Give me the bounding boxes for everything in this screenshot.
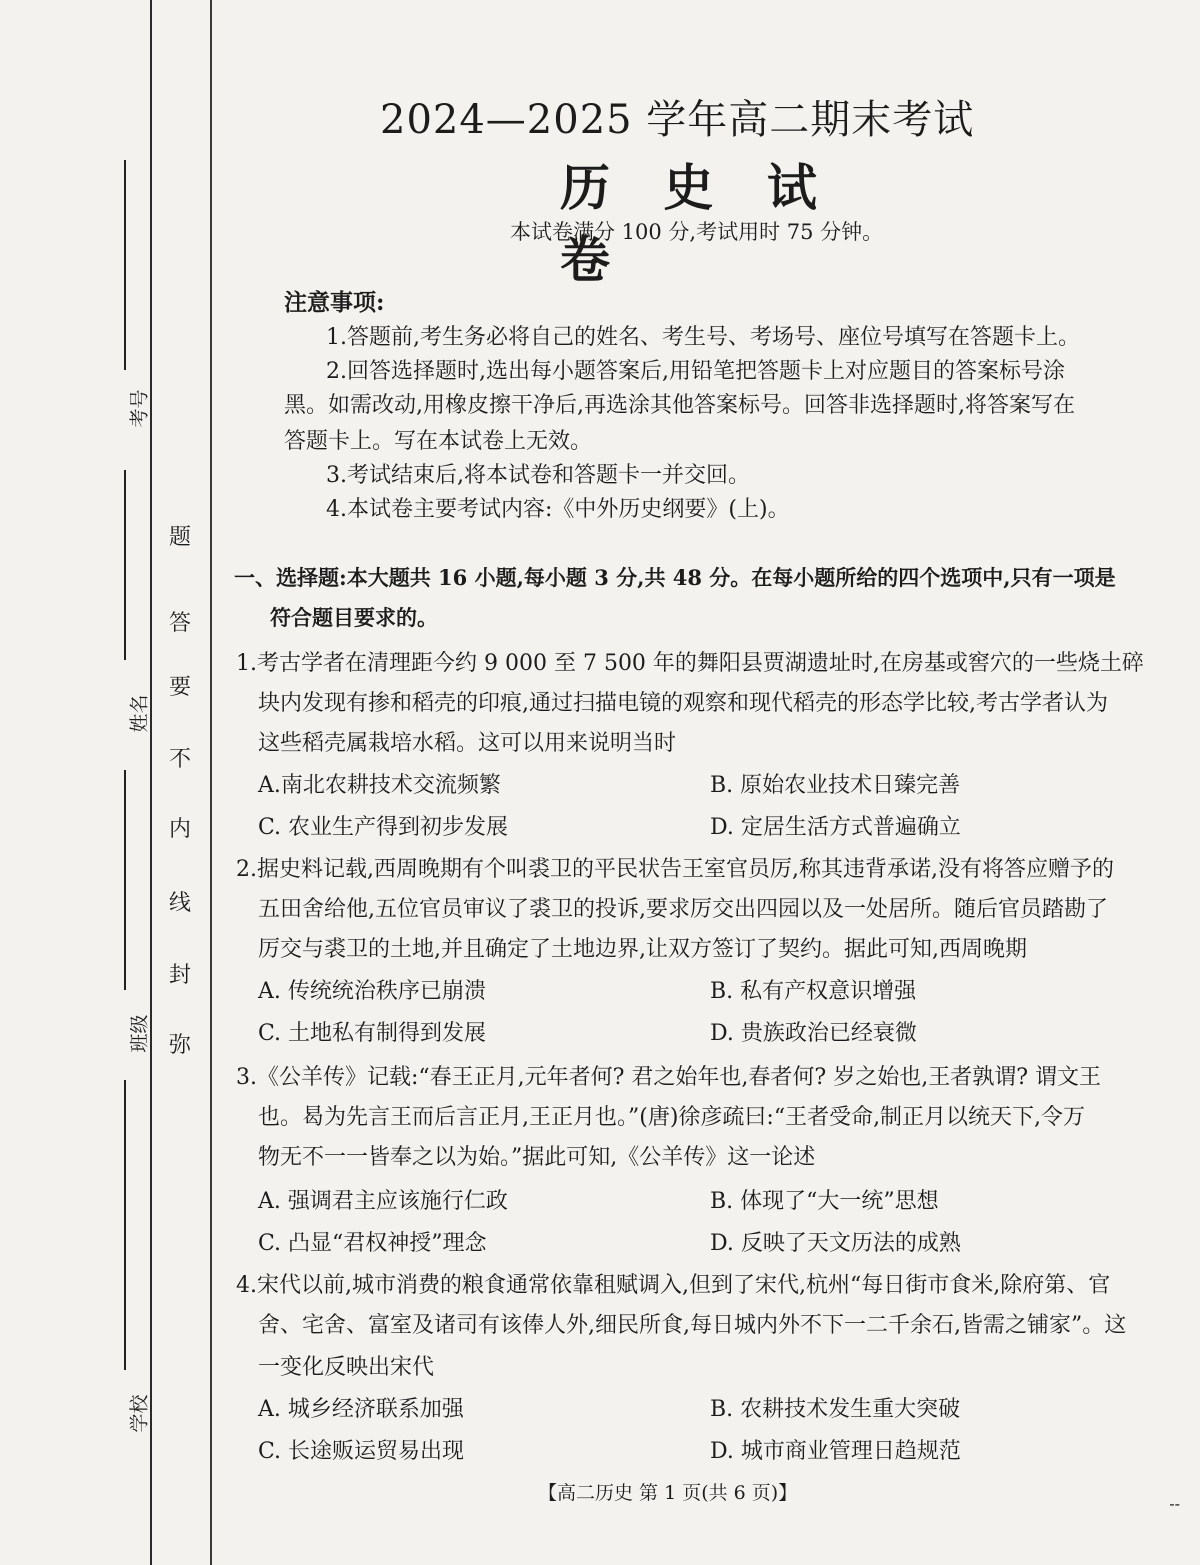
- answer-option: D. 贵族政治已经衰微: [710, 1021, 917, 1046]
- question-line: 物无不一一皆奉之以为始。”据此可知,《公羊传》这一论述: [258, 1145, 816, 1170]
- seal-char: 题: [168, 525, 191, 550]
- school-fill-line: [124, 1080, 126, 1370]
- seal-char: 弥: [168, 1033, 191, 1058]
- answer-option: B. 私有产权意识增强: [710, 979, 917, 1004]
- notice-heading: 注意事项:: [284, 289, 385, 316]
- name-label: 姓名: [128, 694, 151, 733]
- notice-line: 4.本试卷主要考试内容:《中外历史纲要》(上)。: [326, 497, 790, 522]
- corner-mark: --: [1169, 1494, 1180, 1513]
- answer-option: C. 土地私有制得到发展: [258, 1021, 487, 1046]
- notice-line: 3.考试结束后,将本试卷和答题卡一并交回。: [326, 463, 750, 488]
- binding-rule-right: [210, 0, 212, 1565]
- page-footer: 【高二历史 第 1 页(共 6 页)】: [538, 1482, 798, 1504]
- answer-option: D. 反映了天文历法的成熟: [710, 1231, 961, 1256]
- seal-char: 不: [168, 747, 191, 772]
- notice-line: 1.答题前,考生务必将自己的姓名、考生号、考场号、座位号填写在答题卡上。: [326, 325, 1080, 350]
- seal-char: 要: [168, 675, 191, 700]
- exam-no-fill-line: [124, 160, 126, 370]
- school-label: 学校: [128, 1394, 151, 1433]
- answer-option: D. 城市商业管理日趋规范: [710, 1439, 961, 1464]
- notice-line: 答题卡上。写在本试卷上无效。: [284, 429, 593, 454]
- answer-option: A. 传统统治秩序已崩溃: [258, 979, 486, 1004]
- seal-char: 封: [168, 963, 191, 988]
- question-line: 3.《公羊传》记载:“春王正月,元年者何? 君之始年也,春者何? 岁之始也,王者孰谓? 谓文王: [236, 1065, 1101, 1090]
- question-line: 厉交与裘卫的土地,并且确定了土地边界,让双方签订了契约。据此可知,西周晚期: [258, 937, 1027, 962]
- subject-title: 历 史 试 卷: [560, 158, 835, 289]
- question-line: 1.考古学者在清理距今约 9 000 至 7 500 年的舞阳县贾湖遗址时,在房基或窖穴的一些烧土碎: [236, 651, 1144, 676]
- answer-option: A. 强调君主应该施行仁政: [258, 1189, 508, 1214]
- section-heading: 一、选择题:本大题共 16 小题,每小题 3 分,共 48 分。在每小题所给的四个选项中,只有一项是: [234, 565, 1116, 590]
- question-line: 舍、宅舍、富室及诸司有该俸人外,细民所食,每日城内外不下一二千余石,皆需之铺家”。这: [258, 1313, 1127, 1338]
- question-line: 4.宋代以前,城市消费的粮食通常依靠租赋调入,但到了宋代,杭州“每日街市食米,除府第、官: [236, 1273, 1111, 1298]
- exam-title: 2024—2025 学年高二期末考试: [380, 97, 975, 143]
- seal-char: 内: [168, 817, 191, 842]
- answer-option: B. 农耕技术发生重大突破: [710, 1397, 961, 1422]
- question-line: 一变化反映出宋代: [258, 1355, 435, 1380]
- binding-rule-left: [150, 0, 152, 1565]
- name-fill-line: [124, 470, 126, 660]
- section-heading-cont: 符合题目要求的。: [270, 605, 438, 630]
- question-line: 2.据史料记载,西周晚期有个叫裘卫的平民状告王室官员厉,称其违背承诺,没有将答应赠予的: [236, 857, 1114, 882]
- answer-option: C. 农业生产得到初步发展: [258, 815, 509, 840]
- class-label: 班级: [128, 1014, 151, 1053]
- answer-option: D. 定居生活方式普遍确立: [710, 815, 961, 840]
- notice-line: 2.回答选择题时,选出每小题答案后,用铅笔把答题卡上对应题目的答案标号涂: [326, 359, 1065, 384]
- seal-char: 线: [168, 891, 191, 916]
- answer-option: C. 长途贩运贸易出现: [258, 1439, 465, 1464]
- answer-option: B. 原始农业技术日臻完善: [710, 773, 961, 798]
- answer-option: A.南北农耕技术交流频繁: [258, 773, 501, 798]
- notice-line: 黑。如需改动,用橡皮擦干净后,再选涂其他答案标号。回答非选择题时,将答案写在: [284, 393, 1075, 418]
- answer-option: C. 凸显“君权神授”理念: [258, 1231, 487, 1256]
- exam-info: 本试卷满分 100 分,考试用时 75 分钟。: [510, 220, 884, 244]
- class-fill-line: [124, 770, 126, 990]
- question-line: 这些稻壳属栽培水稻。这可以用来说明当时: [258, 731, 677, 756]
- answer-option: A. 城乡经济联系加强: [258, 1397, 464, 1422]
- question-line: 也。曷为先言王而后言正月,王正月也。”(唐)徐彦疏曰:“王者受命,制正月以统天下,令万: [258, 1105, 1086, 1130]
- exam-no-label: 考号: [128, 389, 151, 428]
- question-line: 块内发现有掺和稻壳的印痕,通过扫描电镜的观察和现代稻壳的形态学比较,考古学者认为: [258, 691, 1108, 716]
- question-line: 五田舍给他,五位官员审议了裘卫的投诉,要求厉交出四园以及一处居所。随后官员踏勘了: [258, 897, 1108, 922]
- answer-option: B. 体现了“大一统”思想: [710, 1189, 939, 1214]
- seal-char: 答: [168, 611, 191, 636]
